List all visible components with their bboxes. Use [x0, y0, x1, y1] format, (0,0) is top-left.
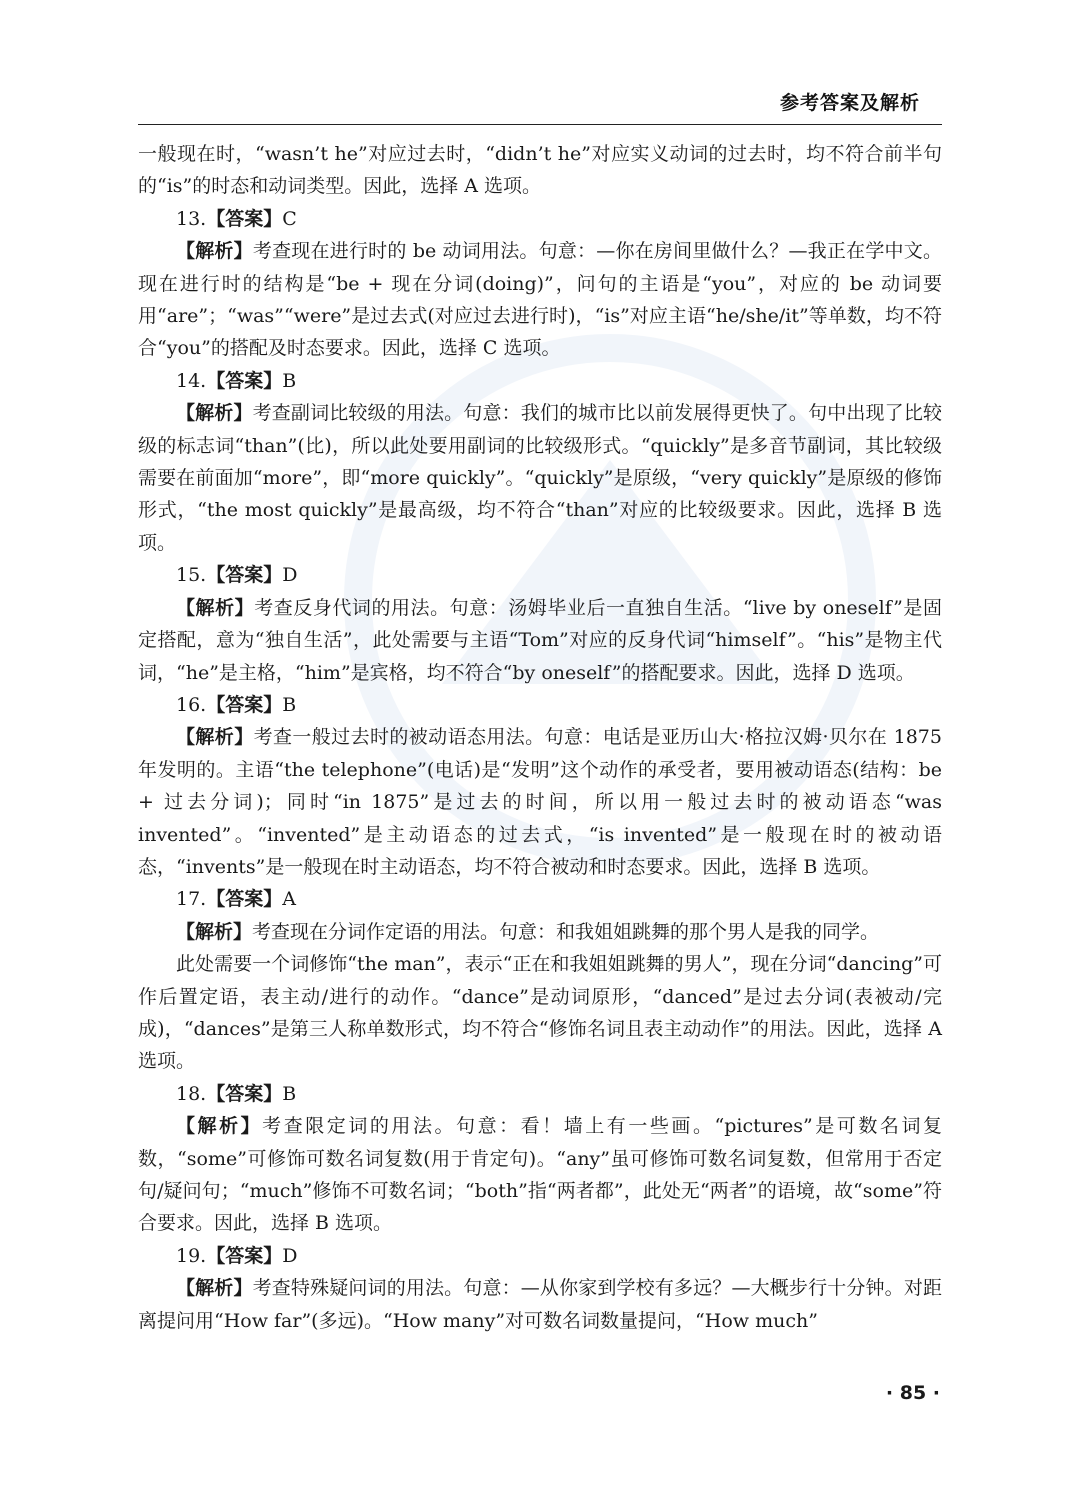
- analysis-text: 考查副词比较级的用法。句意：我们的城市比以前发展得更快了。句中出现了比较级的标志词“than”(比)，所以此处要用副词的比较级形式。“quickly”是多音节副词，其比较级需要在前面加“more”，即“more quickly”。“quickly”是原级，“very quickly”是原级的修饰形式，“the most quickly”是最高级，均不符合“than”对应的比较级要求。因此，选择 B 选项。: [138, 402, 942, 554]
- answer-tag: 【答案】: [206, 888, 283, 911]
- answer-value: B: [282, 369, 297, 392]
- item-number: 19.: [176, 1244, 207, 1267]
- answer-line-17: [138, 883, 942, 915]
- analysis-text: 考查现在进行时的 be 动词用法。句意：—你在房间里做什么？—我正在学中文。现在进行时的结构是“be + 现在分词(doing)”，问句的主语是“you”，对应的 be 动词要用“are”；“was”“were”是过去式(对应过去进行时)，“is”对应主语“he/she/it”等单数，均不符合“you”的搭配及时态要求。因此，选择 C 选项。: [138, 240, 942, 360]
- analysis-tag: 【解析】: [176, 1277, 253, 1300]
- analysis-tag: 【解析】: [176, 596, 255, 619]
- analysis-paragraph-16: [138, 721, 942, 883]
- analysis-paragraph-18: [138, 1110, 942, 1240]
- analysis-text: 考查现在分词作定语的用法。句意：和我姐姐跳舞的那个男人是我的同学。: [252, 920, 880, 943]
- answer-tag: 【答案】: [206, 564, 283, 587]
- analysis-paragraph-17: [138, 916, 942, 948]
- item-number: 14.: [176, 369, 207, 392]
- item-number: 17.: [176, 888, 207, 911]
- answer-value: D: [282, 564, 298, 587]
- answer-tag: 【答案】: [206, 207, 283, 230]
- analysis-tag: 【解析】: [176, 240, 253, 263]
- answer-value: B: [282, 693, 297, 716]
- analysis-tag: 【解析】: [176, 920, 253, 943]
- item-number: 16.: [176, 693, 207, 716]
- answer-value: D: [282, 1244, 298, 1267]
- analysis-tag: 【解析】: [176, 1115, 263, 1138]
- answer-tag: 【答案】: [206, 693, 283, 716]
- item-number: 18.: [176, 1082, 207, 1105]
- analysis-tag: 【解析】: [176, 726, 254, 749]
- analysis-text: 考查限定词的用法。句意：看！墙上有一些画。“pictures”是可数名词复数，“some”可修饰可数名词复数(用于肯定句)。“any”虽可修饰可数名词复数，但常用于否定句/疑问句；“much”修饰不可数名词；“both”指“两者都”，此处无“两者”的语境，故“some”符合要求。因此，选择 B 选项。: [138, 1115, 942, 1235]
- intro-paragraph: 一般现在时，“wasn’t he”对应过去时，“didn’t he”对应实义动词的过去时，均不符合前半句的“is”的时态和动词类型。因此，选择 A 选项。: [138, 143, 942, 198]
- answer-value: B: [282, 1082, 297, 1105]
- answer-line-16: [138, 689, 942, 721]
- answer-tag: 【答案】: [206, 1244, 283, 1267]
- analysis-text: 考查反身代词的用法。句意：汤姆毕业后一直独自生活。“live by oneself”是固定搭配，意为“独自生活”，此处需要与主语“Tom”对应的反身代词“himself”。“his”是物主代词，“he”是主格，“him”是宾格，均不符合“by oneself”的搭配要求。因此，选择 D 选项。: [138, 596, 942, 684]
- answer-line-15: [138, 559, 942, 591]
- answer-tag: 【答案】: [206, 1082, 283, 1105]
- analysis-paragraph-14: [138, 397, 942, 559]
- answer-value: C: [282, 207, 297, 230]
- item-number: 13.: [176, 207, 207, 230]
- analysis-continued-17: 此处需要一个词修饰“the man”，表示“正在和我姐姐跳舞的男人”，现在分词“dancing”可作后置定语，表主动/进行的动作。“dance”是动词原形，“danced”是过去分词(表被动/完成)，“dances”是第三人称单数形式，均不符合“修饰名词且表主动动作”的用法。因此，选择 A 选项。: [138, 953, 942, 1073]
- header-divider: [138, 124, 942, 125]
- main-content: [138, 138, 942, 1337]
- analysis-tag: 【解析】: [176, 402, 253, 425]
- item-number: 15.: [176, 564, 207, 587]
- answer-line-19: [138, 1240, 942, 1272]
- answer-tag: 【答案】: [206, 369, 283, 392]
- page-header-title: 参考答案及解析: [779, 92, 920, 114]
- analysis-text: 考查特殊疑问词的用法。句意：—从你家到学校有多远？—大概步行十分钟。对距离提问用“How far”(多远)。“How many”对可数名词数量提问，“How much”: [138, 1277, 942, 1332]
- analysis-text: 考查一般过去时的被动语态用法。句意：电话是亚历山大·格拉汉姆·贝尔在 1875 年发明的。主语“the telephone”(电话)是“发明”这个动作的承受者，要用被动语态(结构：be + 过去分词)；同时“in 1875”是过去的时间，所以用一般过去时的被动语态“was invented”。“invented”是主动语态的过去式，“is invented”是一般现在时的被动语态，“invents”是一般现在时主动语态，均不符合被动和时态要求。因此，选择 B 选项。: [138, 726, 942, 878]
- page-number: · 85 ·: [885, 1382, 940, 1404]
- answer-value: A: [282, 888, 296, 911]
- answer-line-18: [138, 1078, 942, 1110]
- analysis-paragraph-15: [138, 592, 942, 689]
- answer-line-14: [138, 365, 942, 397]
- answer-line-13: [138, 203, 942, 235]
- analysis-paragraph-13: [138, 235, 942, 365]
- analysis-paragraph-19: [138, 1272, 942, 1337]
